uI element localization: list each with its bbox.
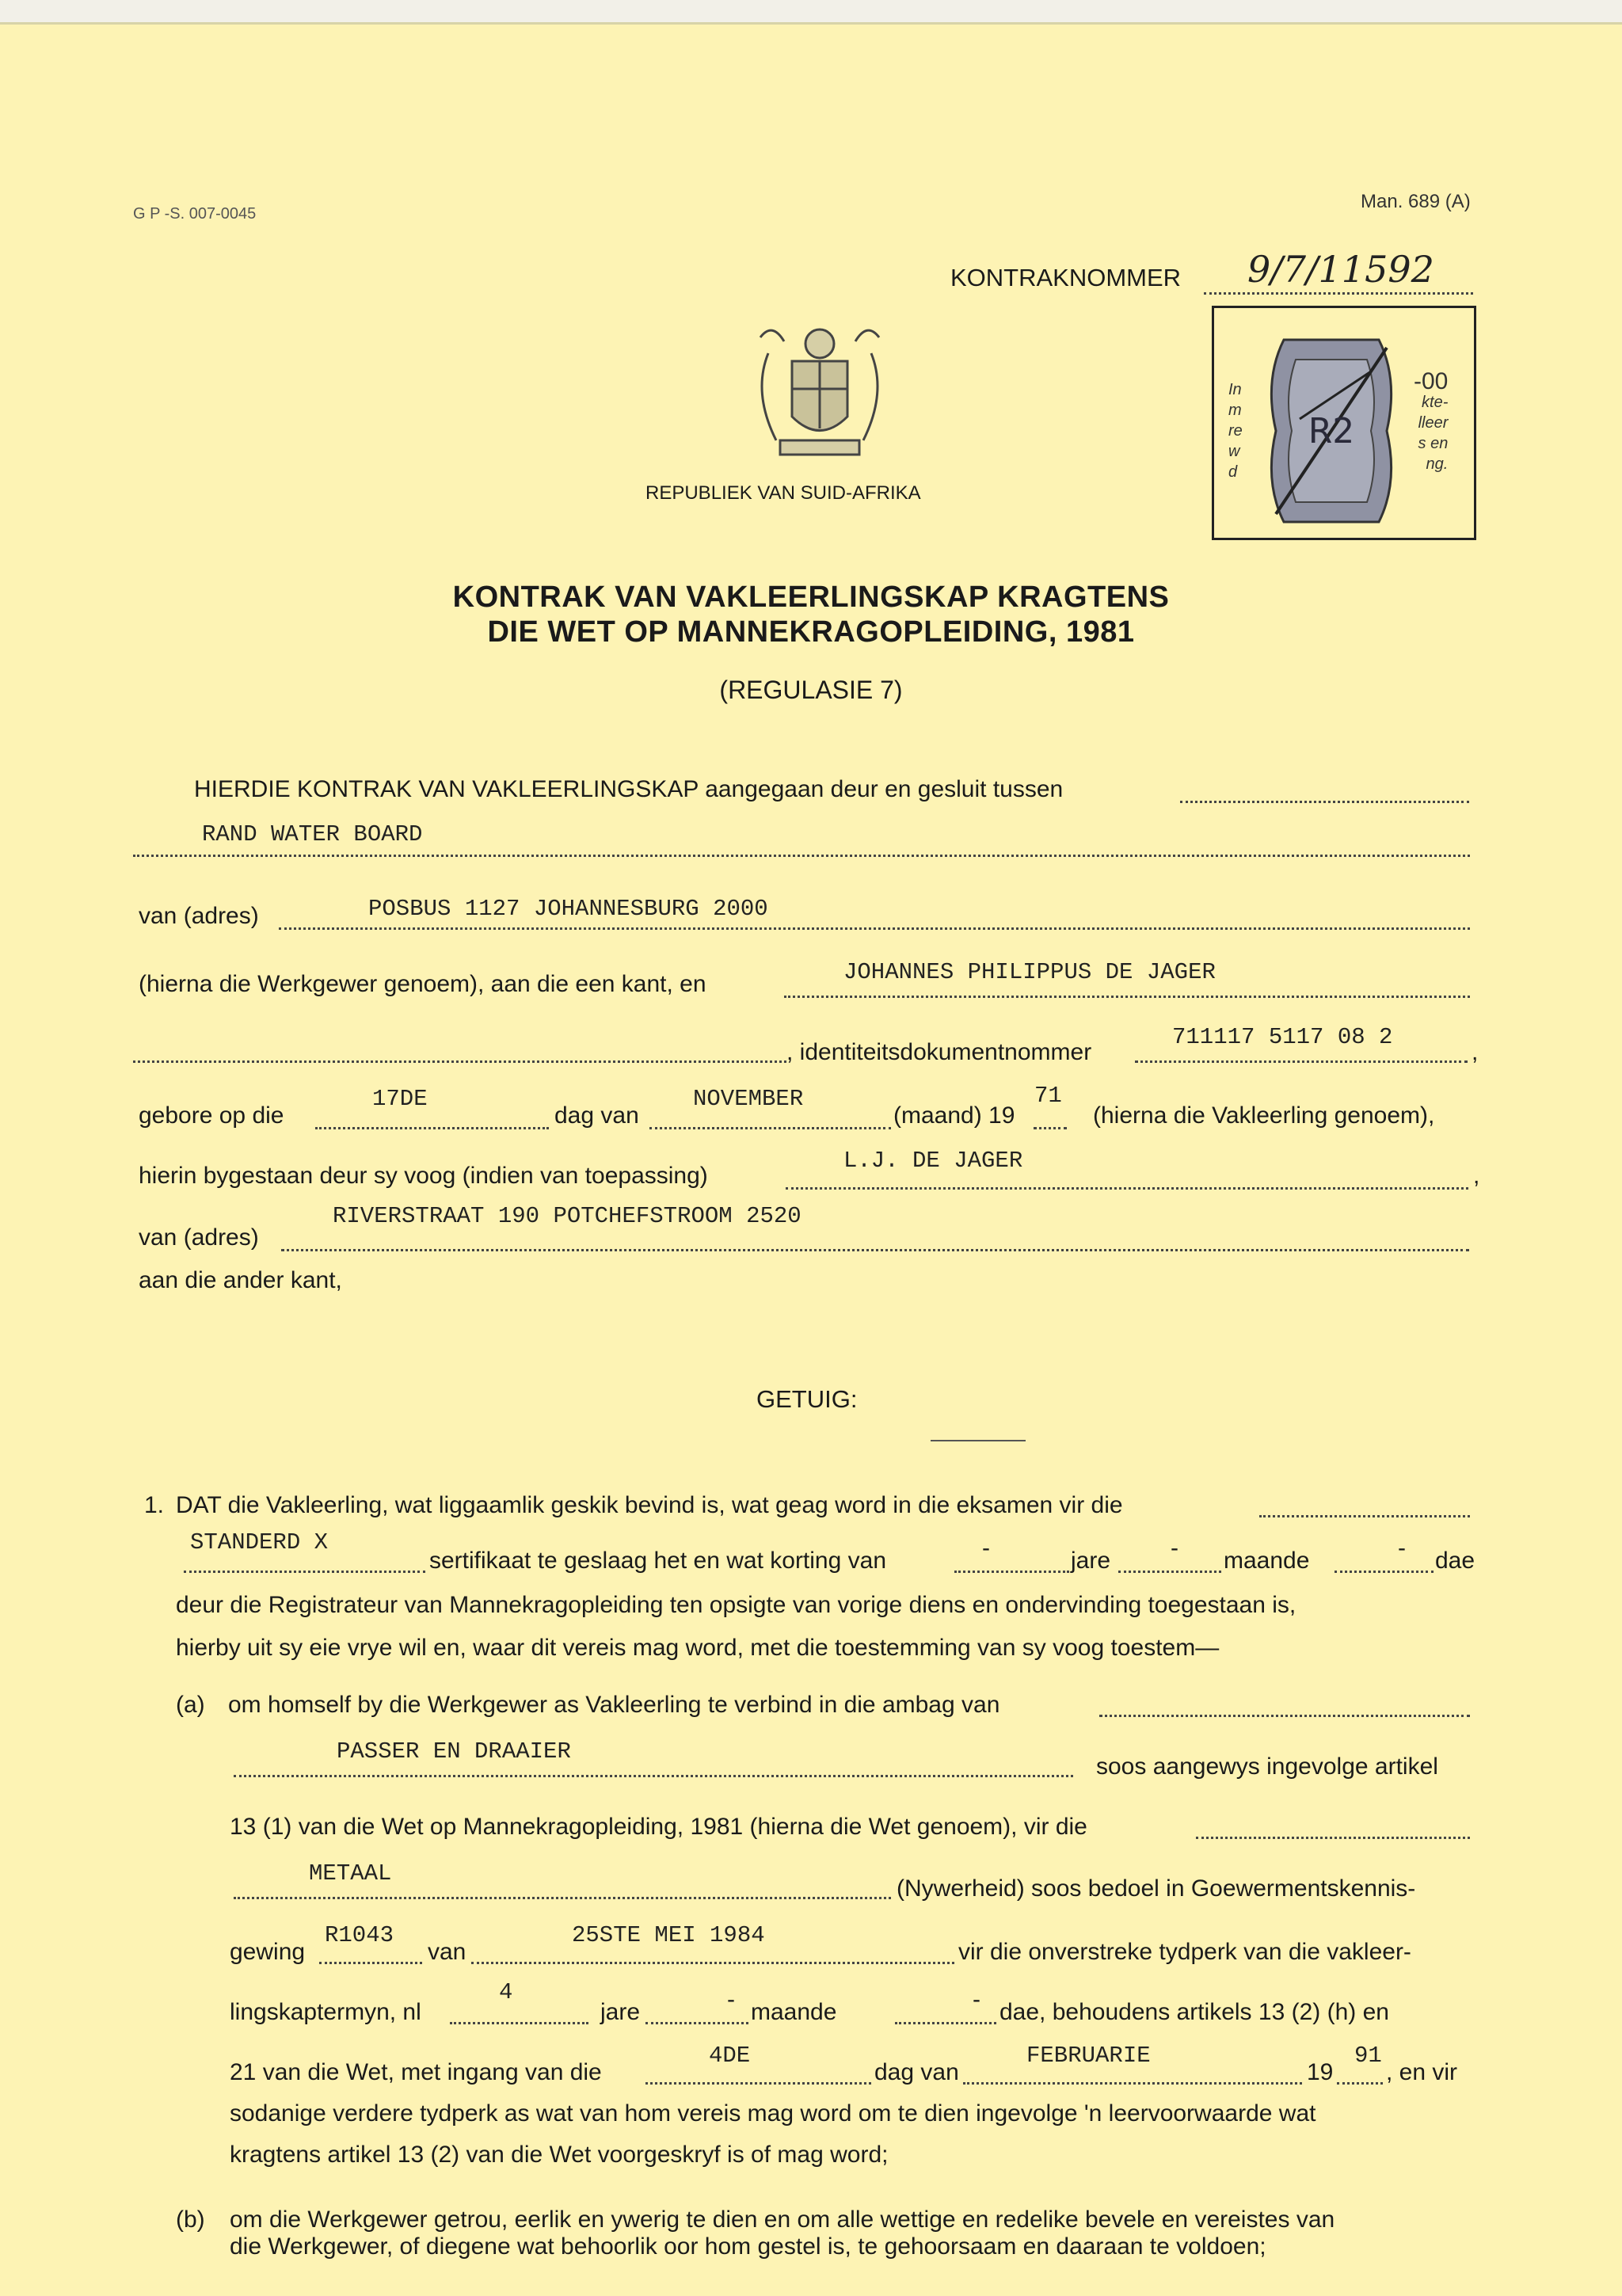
revenue-stamp-box	[1212, 306, 1476, 540]
days-label: dae	[1435, 1548, 1475, 1574]
start-day-dots	[645, 2082, 871, 2085]
intro-dots	[1180, 801, 1469, 803]
trade-dots	[234, 1775, 1073, 1777]
document-page	[0, 22, 1622, 2296]
man-code: Man. 689 (A)	[1361, 191, 1471, 212]
certificate-label: sertifikaat te geslaag het en wat korting van	[429, 1548, 887, 1574]
other-side-text: aan die ander kant,	[139, 1267, 342, 1293]
employer-address-label: van (adres)	[139, 903, 259, 929]
months-label: maande	[1224, 1548, 1310, 1574]
industry-name: METAAL	[309, 1860, 392, 1887]
clause-b-label: (b)	[176, 2207, 205, 2233]
trade-name: PASSER EN DRAAIER	[337, 1738, 571, 1765]
start-year: 91	[1354, 2043, 1382, 2069]
apprentice-name-dots	[784, 996, 1470, 998]
term-months-label: maande	[751, 1999, 837, 2025]
guardian-label: hierin bygestaan deur sy voog (indien van toepassing)	[139, 1163, 708, 1189]
born-year: 71	[1034, 1083, 1062, 1109]
start-day: 4DE	[709, 2043, 751, 2069]
start-month-dots	[963, 2082, 1302, 2085]
term-years-dots	[450, 2022, 588, 2024]
term-days-label: dae, behoudens artikels 13 (2) (h) en	[999, 1999, 1389, 2025]
regulation-label: (REGULASIE 7)	[719, 676, 903, 704]
start-day-of: dag van	[874, 2059, 959, 2085]
employer-name: RAND WATER BOARD	[202, 821, 423, 847]
separator-line	[931, 1440, 1026, 1441]
term-days-dots	[895, 2022, 996, 2024]
start-month: FEBRUARIE	[1026, 2043, 1151, 2069]
clause1-line1-dots	[1259, 1515, 1470, 1517]
born-month-dots	[649, 1127, 891, 1129]
rebate-days-dots	[1335, 1571, 1434, 1573]
apprentice-name: JOHANNES PHILIPPUS DE JAGER	[843, 959, 1216, 985]
exam-dots	[184, 1571, 425, 1573]
id-label: , identiteitsdokumentnommer	[786, 1039, 1092, 1065]
id-number: 711117 5117 08 2	[1172, 1024, 1393, 1050]
start-year-prefix: 19	[1307, 2059, 1334, 2085]
day-of-label: dag van	[554, 1102, 639, 1129]
term-days: -	[973, 1986, 980, 2012]
intro-text: HIERDIE KONTRAK VAN VAKLEERLINGSKAP aangegaan deur en gesluit tussen	[194, 776, 1064, 802]
clause1-line3: deur die Registrateur van Mannekragopleiding ten opsigte van vorige diens en ondervinding toegestaan is,	[176, 1592, 1296, 1618]
employer-address-dots	[279, 927, 1470, 930]
clause-b-line1: om die Werkgewer getrou, eerlik en ywerig te dien en om alle wettige en redelike bevele en vereistes van	[230, 2207, 1335, 2233]
rebate-months: -	[1171, 1535, 1178, 1561]
term-months-dots	[645, 2022, 748, 2024]
notice-suffix: vir die onverstreke tydperk van die vakleer-	[958, 1939, 1411, 1965]
rebate-days: -	[1398, 1535, 1406, 1561]
clause-b-line2: die Werkgewer, of diegene wat behoorlik oor hom gestel is, te gehoorsaam en daaraan te voldoen;	[230, 2233, 1266, 2260]
guardian-comma: ,	[1473, 1163, 1480, 1189]
stamp-value: R2	[1308, 411, 1355, 451]
born-month: NOVEMBER	[693, 1086, 804, 1112]
born-day: 17DE	[372, 1086, 428, 1112]
clause-a-line3: 13 (1) van die Wet op Mannekragopleiding, 1981 (hierna die Wet genoem), vir die	[230, 1814, 1087, 1840]
witness-heading: GETUIG:	[756, 1385, 858, 1413]
notice-date-dots	[471, 1962, 954, 1964]
clause1-number: 1.	[144, 1492, 165, 1518]
born-label: gebore op die	[139, 1102, 284, 1129]
form-code: G P -S. 007-0045	[133, 205, 257, 223]
term-prefix: lingskaptermyn, nl	[230, 1999, 421, 2025]
employer-name-dots	[133, 855, 1470, 857]
republic-label: REPUBLIEK VAN SUID-AFRIKA	[645, 482, 921, 504]
guardian-address: RIVERSTRAAT 190 POTCHEFSTROOM 2520	[333, 1203, 801, 1229]
stamp-left-text: In m re w d	[1228, 381, 1243, 481]
born-year-dots	[1034, 1127, 1067, 1129]
term-years: 4	[499, 1979, 513, 2005]
industry-suffix: (Nywerheid) soos bedoel in Goewermentskennis-	[897, 1875, 1416, 1902]
clause-a-last-line2: kragtens artikel 13 (2) van die Wet voorgeskryf is of mag word;	[230, 2142, 889, 2168]
born-day-dots	[315, 1127, 549, 1129]
guardian-address-label: van (adres)	[139, 1224, 259, 1251]
term-months: -	[727, 1986, 735, 2012]
stamp-right-text: -00 kte- lleer s en ng.	[1414, 368, 1449, 473]
clause1-line1: DAT die Vakleerling, wat liggaamlik geskik bevind is, wat geag word in die eksamen vir die	[176, 1492, 1123, 1518]
document-title-line2: DIE WET OP MANNEKRAGOPLEIDING, 1981	[487, 615, 1135, 649]
term-years-label: jare	[600, 1999, 641, 2025]
notice-number-dots	[319, 1962, 422, 1964]
start-suffix: , en vir	[1386, 2059, 1458, 2085]
clause-a-line1: om homself by die Werkgewer as Vakleerling te verbind in die ambag van	[228, 1692, 1000, 1718]
stamp-emblem-icon	[1252, 324, 1411, 538]
employer-called-text: (hierna die Werkgewer genoem), aan die een kant, en	[139, 971, 706, 997]
id-comma: ,	[1472, 1039, 1479, 1065]
guardian-name: L.J. DE JAGER	[843, 1148, 1023, 1174]
clause-a-label: (a)	[176, 1692, 205, 1718]
notice-prefix: gewing	[230, 1939, 306, 1965]
id-dots	[1135, 1060, 1468, 1063]
contract-number-label: KONTRAKNOMMER	[950, 264, 1182, 291]
notice-number: R1043	[325, 1922, 394, 1948]
years-label: jare	[1071, 1548, 1111, 1574]
contract-number-dots	[1204, 292, 1473, 295]
document-title-line1: KONTRAK VAN VAKLEERLINGSKAP KRAGTENS	[452, 581, 1170, 614]
employer-address: POSBUS 1127 JOHANNESBURG 2000	[368, 896, 768, 922]
apprentice-called-text: (hierna die Vakleerling genoem),	[1093, 1102, 1435, 1129]
start-prefix: 21 van die Wet, met ingang van die	[230, 2059, 602, 2085]
exam-name: STANDERD X	[190, 1529, 329, 1555]
coat-of-arms-icon	[737, 306, 903, 472]
clause-a-line3-dots	[1196, 1837, 1470, 1839]
clause-a-last-line1: sodanige verdere tydperk as wat van hom vereis mag word om te dien ingevolge 'n leervoorwaarde wat	[230, 2100, 1316, 2127]
start-year-dots	[1337, 2082, 1383, 2085]
clause1-line4: hierby uit sy eie vrye wil en, waar dit vereis mag word, met die toestemming van sy voog toestem—	[176, 1635, 1220, 1661]
apprentice-line-dots	[133, 1060, 786, 1063]
guardian-address-dots	[281, 1249, 1469, 1251]
industry-dots	[234, 1897, 891, 1899]
month-year-label: (maand) 19	[893, 1102, 1015, 1129]
guardian-dots	[786, 1187, 1468, 1190]
clause-a-line1-dots	[1099, 1715, 1470, 1717]
rebate-months-dots	[1118, 1571, 1221, 1573]
rebate-years-dots	[954, 1571, 1069, 1573]
notice-date: 25STE MEI 1984	[572, 1922, 765, 1948]
rebate-years: -	[982, 1535, 990, 1561]
notice-of-label: van	[428, 1939, 466, 1965]
trade-suffix: soos aangewys ingevolge artikel	[1096, 1753, 1438, 1780]
contract-number-handwritten: 9/7/11592	[1247, 248, 1434, 291]
